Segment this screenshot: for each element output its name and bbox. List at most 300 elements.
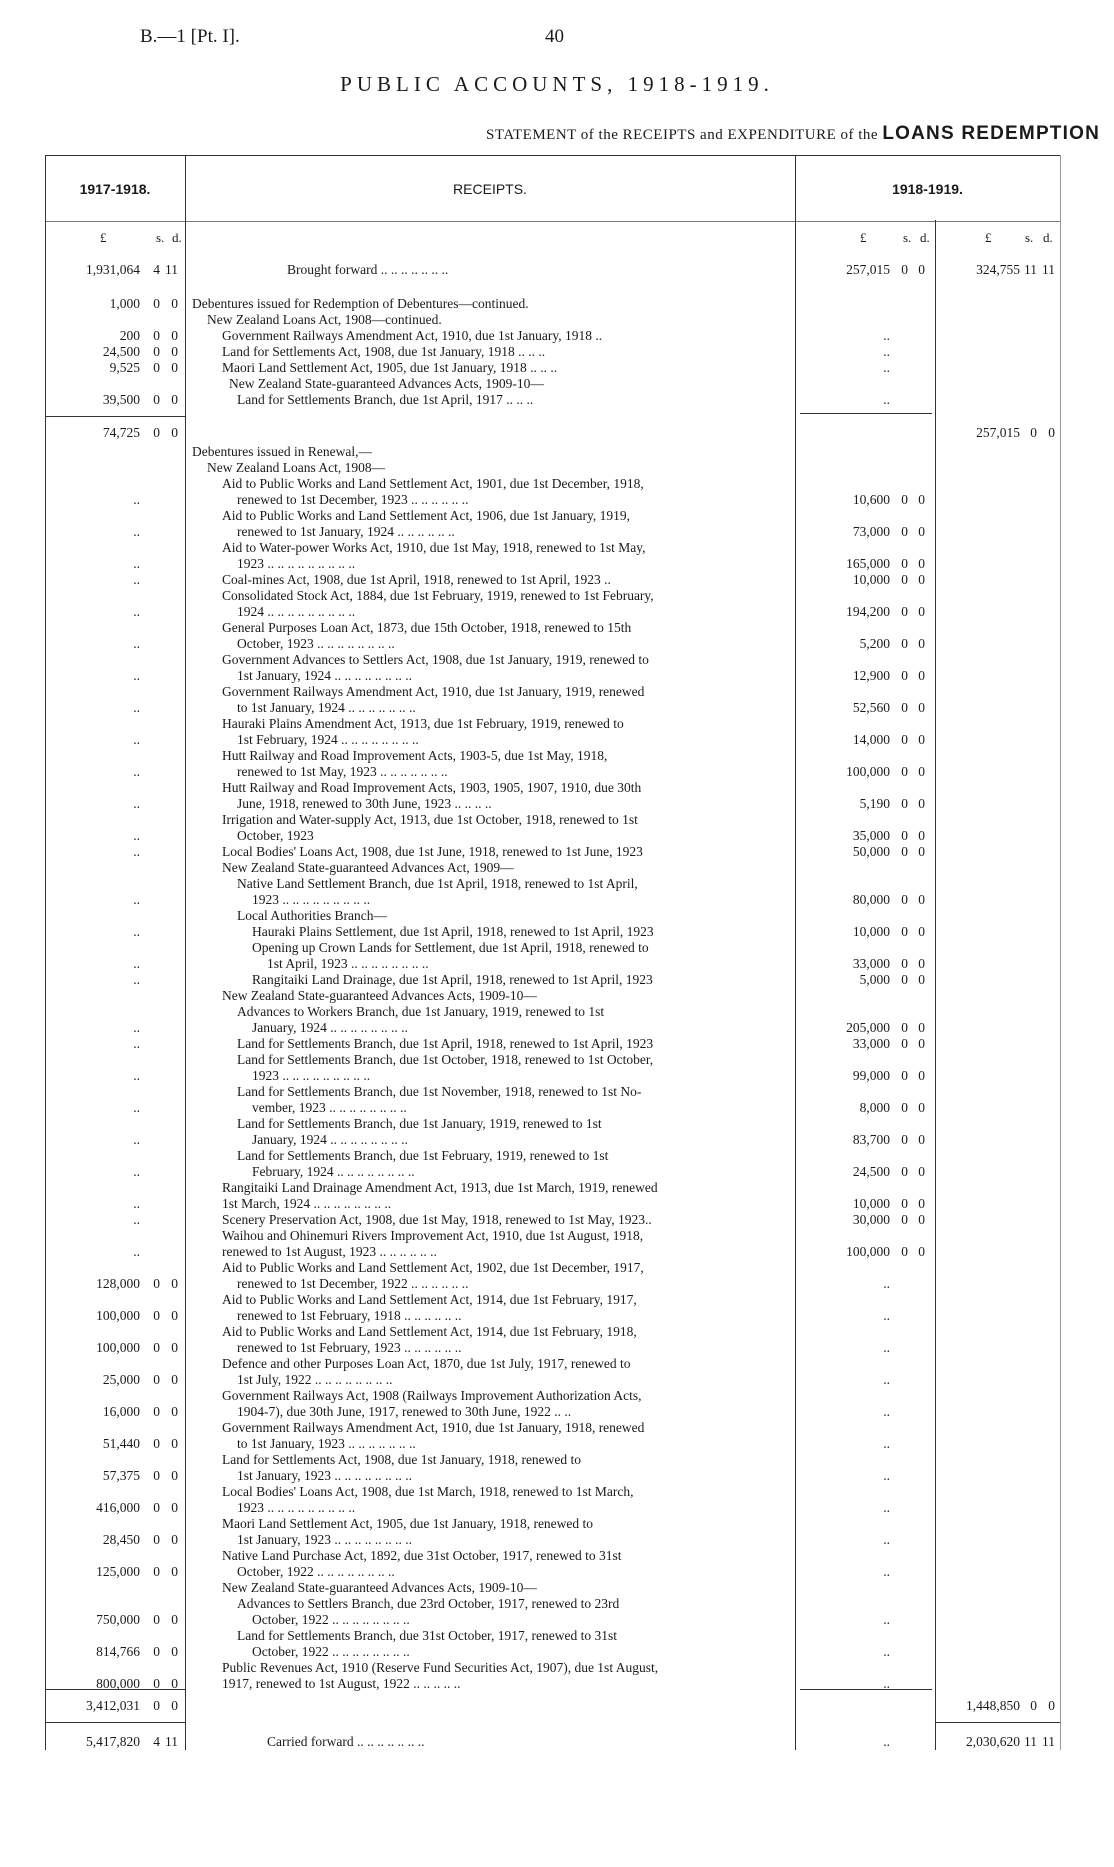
amount-s1917: 0 bbox=[153, 425, 160, 440]
row-description-line: vember, 1923 .. .. .. .. .. .. .. .. bbox=[252, 1100, 407, 1115]
amount-d1917: 11 bbox=[165, 262, 178, 277]
row-description-line: renewed to 1st May, 1923 .. .. .. .. .. .. .. bbox=[237, 764, 448, 779]
amount-s1918: 0 bbox=[901, 492, 908, 507]
row-description-line: New Zealand State-guaranteed Advances Acts, 1909-10— bbox=[229, 376, 544, 391]
amount-a1918: 35,000 bbox=[852, 828, 890, 843]
amount-s1917: 0 bbox=[153, 1308, 160, 1323]
statement-subtitle bbox=[300, 123, 1100, 145]
row-description-line: renewed to 1st February, 1923 .. .. .. .. .. .. bbox=[237, 1340, 462, 1355]
amount-d1918: 0 bbox=[918, 1100, 925, 1115]
amount-a1918: 99,000 bbox=[852, 1068, 890, 1083]
amount-d1918: 0 bbox=[918, 796, 925, 811]
amount-d1917: 0 bbox=[171, 328, 178, 343]
amount-s1917: 4 bbox=[153, 1734, 160, 1749]
amount-d1918: 0 bbox=[918, 764, 925, 779]
row-description-line: Local Bodies' Loans Act, 1908, due 1st March, 1918, renewed to 1st March, bbox=[222, 1484, 634, 1499]
amount-d1918: 0 bbox=[918, 1196, 925, 1211]
amount-d1917: 0 bbox=[171, 1532, 178, 1547]
row-description-line: Brought forward .. .. .. .. .. .. .. bbox=[287, 262, 449, 277]
amount-d1917: 0 bbox=[171, 344, 178, 359]
amount-a1917: 100,000 bbox=[96, 1340, 140, 1355]
amount-d1918: 0 bbox=[918, 828, 925, 843]
col-divider-receipts bbox=[795, 155, 796, 1750]
amount-a1918: 10,000 bbox=[852, 572, 890, 587]
row-description-line: Aid to Public Works and Land Settlement Act, 1901, due 1st December, 1918, bbox=[222, 476, 644, 491]
amount-d1918: 0 bbox=[918, 956, 925, 971]
amount-a1918: .. bbox=[883, 1340, 890, 1355]
amount-a1918: .. bbox=[883, 1532, 890, 1547]
amount-td: 0 bbox=[1048, 1698, 1055, 1713]
amount-s1918: 0 bbox=[901, 844, 908, 859]
amount-d1918: 0 bbox=[918, 262, 925, 277]
row-description-line: Government Railways Amendment Act, 1910, due 1st January, 1918, renewed bbox=[222, 1420, 645, 1435]
row-description-line: Land for Settlements Branch, due 1st April, 1918, renewed to 1st April, 1923 bbox=[237, 1036, 654, 1051]
row-description-line: General Purposes Loan Act, 1873, due 15th October, 1918, renewed to 15th bbox=[222, 620, 632, 635]
amount-s1917: 0 bbox=[153, 1698, 160, 1713]
amount-s1917: 0 bbox=[153, 1404, 160, 1419]
amount-a1918: 24,500 bbox=[852, 1164, 890, 1179]
amount-td: 11 bbox=[1042, 262, 1055, 277]
amount-a1917: .. bbox=[133, 1020, 140, 1035]
amount-a1917: 200 bbox=[119, 328, 140, 343]
amount-a1918: 33,000 bbox=[852, 956, 890, 971]
amount-tot: 1,448,850 bbox=[966, 1698, 1020, 1713]
amount-a1917: .. bbox=[133, 572, 140, 587]
amount-s1918: 0 bbox=[901, 1164, 908, 1179]
header-bottom-rule bbox=[45, 221, 1060, 222]
row-description-line: New Zealand State-guaranteed Advances Acts, 1909-10— bbox=[222, 1580, 537, 1595]
amount-a1917: .. bbox=[133, 1132, 140, 1147]
row-description-line: Maori Land Settlement Act, 1905, due 1st January, 1918 .. .. .. bbox=[222, 360, 558, 375]
row-description-line: Advances to Settlers Branch, due 23rd October, 1917, renewed to 23rd bbox=[237, 1596, 620, 1611]
amount-s1917: 0 bbox=[153, 1340, 160, 1355]
amount-s1917: 4 bbox=[153, 262, 160, 277]
row-description-line: January, 1924 .. .. .. .. .. .. .. .. bbox=[252, 1132, 408, 1147]
amount-s1918: 0 bbox=[901, 796, 908, 811]
amount-a1918: 14,000 bbox=[852, 732, 890, 747]
amount-a1917: 800,000 bbox=[96, 1676, 140, 1691]
row-description-line: Government Railways Amendment Act, 1910, due 1st January, 1918 .. bbox=[222, 328, 603, 343]
row-description-line: renewed to 1st February, 1918 .. .. .. .. .. .. bbox=[237, 1308, 462, 1323]
amount-a1917: 128,000 bbox=[96, 1276, 140, 1291]
amount-a1918: .. bbox=[883, 1644, 890, 1659]
amount-s1918: 0 bbox=[901, 700, 908, 715]
units-1918b-pence: d. bbox=[1043, 230, 1053, 245]
row-description-line: renewed to 1st December, 1922 .. .. .. .. .. .. bbox=[237, 1276, 469, 1291]
amount-d1917: 0 bbox=[171, 360, 178, 375]
amount-d1918: 0 bbox=[918, 700, 925, 715]
amount-a1918: .. bbox=[883, 360, 890, 375]
amount-a1917: .. bbox=[133, 1036, 140, 1051]
row-description-line: Land for Settlements Act, 1908, due 1st January, 1918, renewed to bbox=[222, 1452, 582, 1467]
amount-a1918: 205,000 bbox=[846, 1020, 890, 1035]
amount-a1917: .. bbox=[133, 764, 140, 779]
amount-s1917: 0 bbox=[153, 1532, 160, 1547]
amount-a1917: 24,500 bbox=[102, 344, 140, 359]
amount-a1918: 257,015 bbox=[846, 262, 890, 277]
amount-d1918: 0 bbox=[918, 636, 925, 651]
amount-d1917: 0 bbox=[171, 425, 178, 440]
row-description-line: 1st February, 1924 .. .. .. .. .. .. .. .. bbox=[237, 732, 419, 747]
row-description-line: Aid to Public Works and Land Settlement Act, 1914, due 1st February, 1918, bbox=[222, 1324, 637, 1339]
amount-d1918: 0 bbox=[918, 604, 925, 619]
amount-a1917: .. bbox=[133, 1244, 140, 1259]
amount-a1918: 52,560 bbox=[852, 700, 890, 715]
amount-d1918: 0 bbox=[918, 668, 925, 683]
row-description-line: February, 1924 .. .. .. .. .. .. .. .. bbox=[252, 1164, 415, 1179]
amount-d1917: 0 bbox=[171, 1644, 178, 1659]
row-description-line: Aid to Public Works and Land Settlement Act, 1902, due 1st December, 1917, bbox=[222, 1260, 644, 1275]
subtitle-prefix: STATEMENT of the RECEIPTS and EXPENDITURE of the bbox=[486, 127, 879, 143]
subtotal-rule-1917-c bbox=[45, 1722, 185, 1723]
amount-s1917: 0 bbox=[153, 1612, 160, 1627]
amount-ts: 11 bbox=[1024, 262, 1037, 277]
amount-d1917: 0 bbox=[171, 1404, 178, 1419]
amount-ts: 0 bbox=[1030, 1698, 1037, 1713]
amount-d1917: 0 bbox=[171, 1612, 178, 1627]
amount-s1917: 0 bbox=[153, 1372, 160, 1387]
amount-s1918: 0 bbox=[901, 1132, 908, 1147]
row-description-line: 1st March, 1924 .. .. .. .. .. .. .. .. bbox=[222, 1196, 392, 1211]
amount-s1918: 0 bbox=[901, 1212, 908, 1227]
amount-a1918: .. bbox=[883, 1468, 890, 1483]
row-description-line: 1923 .. .. .. .. .. .. .. .. .. bbox=[252, 892, 371, 907]
subtotal-rule-1917-a bbox=[45, 416, 185, 417]
amount-a1918: 194,200 bbox=[846, 604, 890, 619]
amount-a1917: 57,375 bbox=[102, 1468, 140, 1483]
amount-s1917: 0 bbox=[153, 1500, 160, 1515]
amount-d1918: 0 bbox=[918, 556, 925, 571]
amount-a1917: 16,000 bbox=[102, 1404, 140, 1419]
amount-s1918: 0 bbox=[901, 556, 908, 571]
amount-a1918: 10,000 bbox=[852, 924, 890, 939]
row-description-line: Hutt Railway and Road Improvement Acts, 1903, 1905, 1907, 1910, due 30th bbox=[222, 780, 642, 795]
amount-a1918: .. bbox=[883, 1308, 890, 1323]
column-header-1918-1919: 1918-1919. bbox=[892, 181, 963, 197]
amount-s1918: 0 bbox=[901, 732, 908, 747]
amount-s1918: 0 bbox=[901, 1244, 908, 1259]
amount-s1918: 0 bbox=[901, 1068, 908, 1083]
row-description-line: Defence and other Purposes Loan Act, 1870, due 1st July, 1917, renewed to bbox=[222, 1356, 631, 1371]
amount-d1918: 0 bbox=[918, 1036, 925, 1051]
row-description-line: Debentures issued in Renewal,— bbox=[192, 444, 372, 459]
amount-a1917: .. bbox=[133, 844, 140, 859]
amount-a1918: .. bbox=[883, 344, 890, 359]
row-description-line: 1924 .. .. .. .. .. .. .. .. .. bbox=[237, 604, 356, 619]
units-1918a-pound: £ bbox=[860, 230, 867, 245]
row-description-line: to 1st January, 1923 .. .. .. .. .. .. .. bbox=[237, 1436, 416, 1451]
row-description-line: January, 1924 .. .. .. .. .. .. .. .. bbox=[252, 1020, 408, 1035]
amount-a1918: .. bbox=[883, 1612, 890, 1627]
amount-a1918: .. bbox=[883, 1500, 890, 1515]
row-description-line: Consolidated Stock Act, 1884, due 1st February, 1919, renewed to 1st February, bbox=[222, 588, 654, 603]
row-description-line: Carried forward .. .. .. .. .. .. .. bbox=[267, 1734, 425, 1749]
row-description-line: Public Revenues Act, 1910 (Reserve Fund Securities Act, 1907), due 1st August, bbox=[222, 1660, 659, 1675]
amount-d1917: 0 bbox=[171, 1698, 178, 1713]
amount-d1918: 0 bbox=[918, 572, 925, 587]
amount-a1918: .. bbox=[883, 1404, 890, 1419]
amount-a1918: 73,000 bbox=[852, 524, 890, 539]
row-description-line: Land for Settlements Branch, due 1st February, 1919, renewed to 1st bbox=[237, 1148, 609, 1163]
amount-a1917: .. bbox=[133, 492, 140, 507]
row-description-line: 1904-7), due 30th June, 1917, renewed to 30th June, 1922 .. .. bbox=[237, 1404, 572, 1419]
amount-a1917: .. bbox=[133, 972, 140, 987]
row-description-line: Aid to Public Works and Land Settlement Act, 1914, due 1st February, 1917, bbox=[222, 1292, 637, 1307]
page-header-left: B.—1 [Pt. I]. bbox=[140, 26, 240, 47]
amount-a1917: 5,417,820 bbox=[86, 1734, 140, 1749]
row-description-line: 1923 .. .. .. .. .. .. .. .. .. bbox=[237, 556, 356, 571]
amount-d1918: 0 bbox=[918, 1212, 925, 1227]
amount-tot: 257,015 bbox=[976, 425, 1020, 440]
amount-d1918: 0 bbox=[918, 972, 925, 987]
units-1918b-shilling: s. bbox=[1025, 230, 1034, 245]
amount-a1917: .. bbox=[133, 1068, 140, 1083]
amount-s1918: 0 bbox=[901, 1020, 908, 1035]
row-description-line: Land for Settlements Branch, due 1st November, 1918, renewed to 1st No- bbox=[237, 1084, 642, 1099]
amount-td: 0 bbox=[1048, 425, 1055, 440]
units-1917-pound: £ bbox=[100, 230, 107, 245]
page-title: PUBLIC ACCOUNTS, 1918-1919. bbox=[340, 72, 774, 96]
amount-d1917: 0 bbox=[171, 1308, 178, 1323]
amount-a1917: 416,000 bbox=[96, 1500, 140, 1515]
amount-s1918: 0 bbox=[901, 892, 908, 907]
row-description-line: renewed to 1st August, 1923 .. .. .. .. .. .. bbox=[222, 1244, 437, 1259]
row-description-line: renewed to 1st January, 1924 .. .. .. .. .. .. bbox=[237, 524, 455, 539]
amount-d1917: 0 bbox=[171, 1372, 178, 1387]
amount-a1918: .. bbox=[883, 392, 890, 407]
row-description-line: Opening up Crown Lands for Settlement, due 1st April, 1918, renewed to bbox=[252, 940, 649, 955]
row-description-line: Hauraki Plains Amendment Act, 1913, due 1st February, 1919, renewed to bbox=[222, 716, 624, 731]
row-description-line: renewed to 1st December, 1923 .. .. .. .. .. .. bbox=[237, 492, 469, 507]
row-description-line: Land for Settlements Branch, due 1st October, 1918, renewed to 1st October, bbox=[237, 1052, 654, 1067]
amount-a1918: .. bbox=[883, 1436, 890, 1451]
row-description-line: Coal-mines Act, 1908, due 1st April, 1918, renewed to 1st April, 1923 .. bbox=[222, 572, 611, 587]
amount-s1917: 0 bbox=[153, 344, 160, 359]
row-description-line: Aid to Water-power Works Act, 1910, due 1st May, 1918, renewed to 1st May, bbox=[222, 540, 646, 555]
amount-tot: 324,755 bbox=[976, 262, 1020, 277]
amount-a1917: 3,412,031 bbox=[86, 1698, 140, 1713]
row-description-line: Native Land Purchase Act, 1892, due 31st October, 1917, renewed to 31st bbox=[222, 1548, 622, 1563]
row-description-line: Local Bodies' Loans Act, 1908, due 1st June, 1918, renewed to 1st June, 1923 bbox=[222, 844, 643, 859]
amount-a1917: 1,931,064 bbox=[86, 262, 140, 277]
row-description-line: 1st January, 1923 .. .. .. .. .. .. .. .. bbox=[237, 1532, 412, 1547]
amount-s1918: 0 bbox=[901, 262, 908, 277]
row-description-line: October, 1922 .. .. .. .. .. .. .. .. bbox=[252, 1644, 410, 1659]
amount-ts: 11 bbox=[1024, 1734, 1037, 1749]
row-description-line: Hauraki Plains Settlement, due 1st April, 1918, renewed to 1st April, 1923 bbox=[252, 924, 654, 939]
amount-d1918: 0 bbox=[918, 492, 925, 507]
amount-a1917: 25,000 bbox=[102, 1372, 140, 1387]
row-description-line: Land for Settlements Act, 1908, due 1st January, 1918 .. .. .. bbox=[222, 344, 546, 359]
row-description-line: Local Authorities Branch— bbox=[237, 908, 387, 923]
units-1918b-pound: £ bbox=[985, 230, 992, 245]
row-description-line: Native Land Settlement Branch, due 1st April, 1918, renewed to 1st April, bbox=[237, 876, 638, 891]
amount-d1917: 11 bbox=[165, 1734, 178, 1749]
amount-a1917: .. bbox=[133, 668, 140, 683]
amount-a1917: .. bbox=[133, 1196, 140, 1211]
row-description-line: Advances to Workers Branch, due 1st January, 1919, renewed to 1st bbox=[237, 1004, 605, 1019]
amount-a1918: 30,000 bbox=[852, 1212, 890, 1227]
amount-s1918: 0 bbox=[901, 828, 908, 843]
subtotal-rule-1918-c bbox=[935, 1722, 1060, 1723]
amount-a1917: .. bbox=[133, 636, 140, 651]
amount-a1918: .. bbox=[883, 1734, 890, 1749]
row-description-line: Land for Settlements Branch, due 1st April, 1917 .. .. .. bbox=[237, 392, 534, 407]
amount-d1918: 0 bbox=[918, 524, 925, 539]
row-description-line: Scenery Preservation Act, 1908, due 1st May, 1918, renewed to 1st May, 1923.. bbox=[222, 1212, 652, 1227]
amount-s1917: 0 bbox=[153, 392, 160, 407]
amount-a1918: 100,000 bbox=[846, 1244, 890, 1259]
row-description-line: Waihou and Ohinemuri Rivers Improvement Act, 1910, due 1st August, 1918, bbox=[222, 1228, 644, 1243]
amount-a1917: .. bbox=[133, 828, 140, 843]
row-description-line: 1st January, 1923 .. .. .. .. .. .. .. .. bbox=[237, 1468, 412, 1483]
row-description-line: Maori Land Settlement Act, 1905, due 1st January, 1918, renewed to bbox=[222, 1516, 594, 1531]
amount-a1917: .. bbox=[133, 604, 140, 619]
row-description-line: New Zealand State-guaranteed Advances Act, 1909— bbox=[222, 860, 514, 875]
amount-a1918: .. bbox=[883, 1276, 890, 1291]
col-divider-1918a bbox=[935, 220, 936, 1750]
row-description-line: Rangitaiki Land Drainage, due 1st April, 1918, renewed to 1st April, 1923 bbox=[252, 972, 653, 987]
row-description-line: Aid to Public Works and Land Settlement Act, 1906, due 1st January, 1919, bbox=[222, 508, 630, 523]
amount-a1917: .. bbox=[133, 924, 140, 939]
row-description-line: Hutt Railway and Road Improvement Acts, 1903-5, due 1st May, 1918, bbox=[222, 748, 608, 763]
amount-s1918: 0 bbox=[901, 764, 908, 779]
amount-a1917: 9,525 bbox=[109, 360, 140, 375]
amount-s1917: 0 bbox=[153, 360, 160, 375]
amount-a1918: .. bbox=[883, 1372, 890, 1387]
amount-a1918: 5,200 bbox=[859, 636, 890, 651]
amount-a1917: .. bbox=[133, 1164, 140, 1179]
units-1918a-shilling: s. bbox=[903, 230, 912, 245]
amount-a1917: .. bbox=[133, 796, 140, 811]
amount-a1917: .. bbox=[133, 700, 140, 715]
amount-d1918: 0 bbox=[918, 1068, 925, 1083]
row-description-line: Land for Settlements Branch, due 31st October, 1917, renewed to 31st bbox=[237, 1628, 617, 1643]
amount-a1917: 28,450 bbox=[102, 1532, 140, 1547]
row-description-line: Government Advances to Settlers Act, 1908, due 1st January, 1919, renewed to bbox=[222, 652, 649, 667]
amount-a1918: 10,600 bbox=[852, 492, 890, 507]
row-description-line: New Zealand Loans Act, 1908—continued. bbox=[207, 312, 442, 327]
amount-d1918: 0 bbox=[918, 892, 925, 907]
row-description-line: New Zealand State-guaranteed Advances Acts, 1909-10— bbox=[222, 988, 537, 1003]
amount-a1918: 12,900 bbox=[852, 668, 890, 683]
amount-a1917: 39,500 bbox=[102, 392, 140, 407]
amount-a1918: .. bbox=[883, 1564, 890, 1579]
amount-a1918: 80,000 bbox=[852, 892, 890, 907]
amount-s1918: 0 bbox=[901, 668, 908, 683]
units-1918a-pence: d. bbox=[920, 230, 930, 245]
row-description-line: October, 1922 .. .. .. .. .. .. .. .. bbox=[237, 1564, 395, 1579]
amount-tot: 2,030,620 bbox=[966, 1734, 1020, 1749]
subtotal-rule-1918-a bbox=[800, 413, 932, 414]
amount-a1917: 74,725 bbox=[102, 425, 140, 440]
row-description-line: October, 1922 .. .. .. .. .. .. .. .. bbox=[252, 1612, 410, 1627]
amount-d1918: 0 bbox=[918, 732, 925, 747]
amount-a1917: .. bbox=[133, 556, 140, 571]
row-description-line: October, 1923 bbox=[237, 828, 314, 843]
amount-d1918: 0 bbox=[918, 1020, 925, 1035]
amount-s1918: 0 bbox=[901, 636, 908, 651]
amount-s1917: 0 bbox=[153, 296, 160, 311]
amount-d1917: 0 bbox=[171, 1564, 178, 1579]
col-divider-right-edge bbox=[1060, 155, 1061, 1750]
row-description-line: to 1st January, 1924 .. .. .. .. .. .. .. bbox=[237, 700, 416, 715]
row-description-line: 1st July, 1922 .. .. .. .. .. .. .. .. bbox=[237, 1372, 393, 1387]
amount-s1918: 0 bbox=[901, 572, 908, 587]
amount-a1917: .. bbox=[133, 892, 140, 907]
amount-a1918: 100,000 bbox=[846, 764, 890, 779]
amount-a1918: 5,000 bbox=[859, 972, 890, 987]
amount-s1918: 0 bbox=[901, 972, 908, 987]
amount-a1918: 165,000 bbox=[846, 556, 890, 571]
subtitle-bold: LOANS REDEMPTION bbox=[882, 123, 1100, 144]
amount-a1917: 814,766 bbox=[96, 1644, 140, 1659]
units-1917-pence: d. bbox=[172, 230, 182, 245]
amount-d1918: 0 bbox=[918, 1244, 925, 1259]
amount-s1918: 0 bbox=[901, 924, 908, 939]
amount-d1918: 0 bbox=[918, 844, 925, 859]
amount-a1918: 10,000 bbox=[852, 1196, 890, 1211]
amount-d1917: 0 bbox=[171, 296, 178, 311]
amount-td: 11 bbox=[1042, 1734, 1055, 1749]
amount-s1917: 0 bbox=[153, 1468, 160, 1483]
amount-s1917: 0 bbox=[153, 328, 160, 343]
table-top-rule bbox=[45, 155, 1060, 156]
row-description-line: Government Railways Act, 1908 (Railways Improvement Authorization Acts, bbox=[222, 1388, 642, 1403]
row-description-line: 1917, renewed to 1st August, 1922 .. .. .. .. .. bbox=[222, 1676, 461, 1691]
col-divider-1917 bbox=[185, 155, 186, 1750]
amount-a1918: .. bbox=[883, 328, 890, 343]
row-description-line: October, 1923 .. .. .. .. .. .. .. .. bbox=[237, 636, 395, 651]
amount-a1917: .. bbox=[133, 1212, 140, 1227]
amount-a1917: .. bbox=[133, 732, 140, 747]
amount-d1917: 0 bbox=[171, 1340, 178, 1355]
row-description-line: Land for Settlements Branch, due 1st January, 1919, renewed to 1st bbox=[237, 1116, 602, 1131]
amount-a1917: 1,000 bbox=[109, 296, 140, 311]
amount-a1918: 5,190 bbox=[859, 796, 890, 811]
row-description-line: Government Railways Amendment Act, 1910, due 1st January, 1919, renewed bbox=[222, 684, 645, 699]
amount-s1918: 0 bbox=[901, 524, 908, 539]
amount-a1918: 50,000 bbox=[852, 844, 890, 859]
amount-a1917: .. bbox=[133, 524, 140, 539]
row-description-line: 1923 .. .. .. .. .. .. .. .. .. bbox=[252, 1068, 371, 1083]
amount-a1918: 83,700 bbox=[852, 1132, 890, 1147]
amount-s1917: 0 bbox=[153, 1676, 160, 1691]
column-header-1917-1918: 1917-1918. bbox=[79, 181, 151, 197]
row-description-line: June, 1918, renewed to 30th June, 1923 .. .. .. .. bbox=[237, 796, 492, 811]
amount-d1917: 0 bbox=[171, 1436, 178, 1451]
amount-d1917: 0 bbox=[171, 1468, 178, 1483]
row-description-line: 1st January, 1924 .. .. .. .. .. .. .. .. bbox=[237, 668, 412, 683]
amount-d1918: 0 bbox=[918, 1164, 925, 1179]
amount-s1917: 0 bbox=[153, 1644, 160, 1659]
amount-d1917: 0 bbox=[171, 1276, 178, 1291]
amount-s1917: 0 bbox=[153, 1436, 160, 1451]
amount-d1917: 0 bbox=[171, 392, 178, 407]
amount-a1917: 51,440 bbox=[102, 1436, 140, 1451]
row-description-line: 1923 .. .. .. .. .. .. .. .. .. bbox=[237, 1500, 356, 1515]
amount-d1917: 0 bbox=[171, 1676, 178, 1691]
row-description-line: Rangitaiki Land Drainage Amendment Act, 1913, due 1st March, 1919, renewed bbox=[222, 1180, 658, 1195]
col-divider-left-edge bbox=[45, 155, 46, 1750]
amount-s1918: 0 bbox=[901, 1036, 908, 1051]
amount-s1917: 0 bbox=[153, 1564, 160, 1579]
row-description-line: Irrigation and Water-supply Act, 1913, due 1st October, 1918, renewed to 1st bbox=[222, 812, 638, 827]
amount-a1918: .. bbox=[883, 1676, 890, 1691]
row-description-line: New Zealand Loans Act, 1908— bbox=[207, 460, 386, 475]
amount-s1918: 0 bbox=[901, 604, 908, 619]
amount-d1917: 0 bbox=[171, 1500, 178, 1515]
